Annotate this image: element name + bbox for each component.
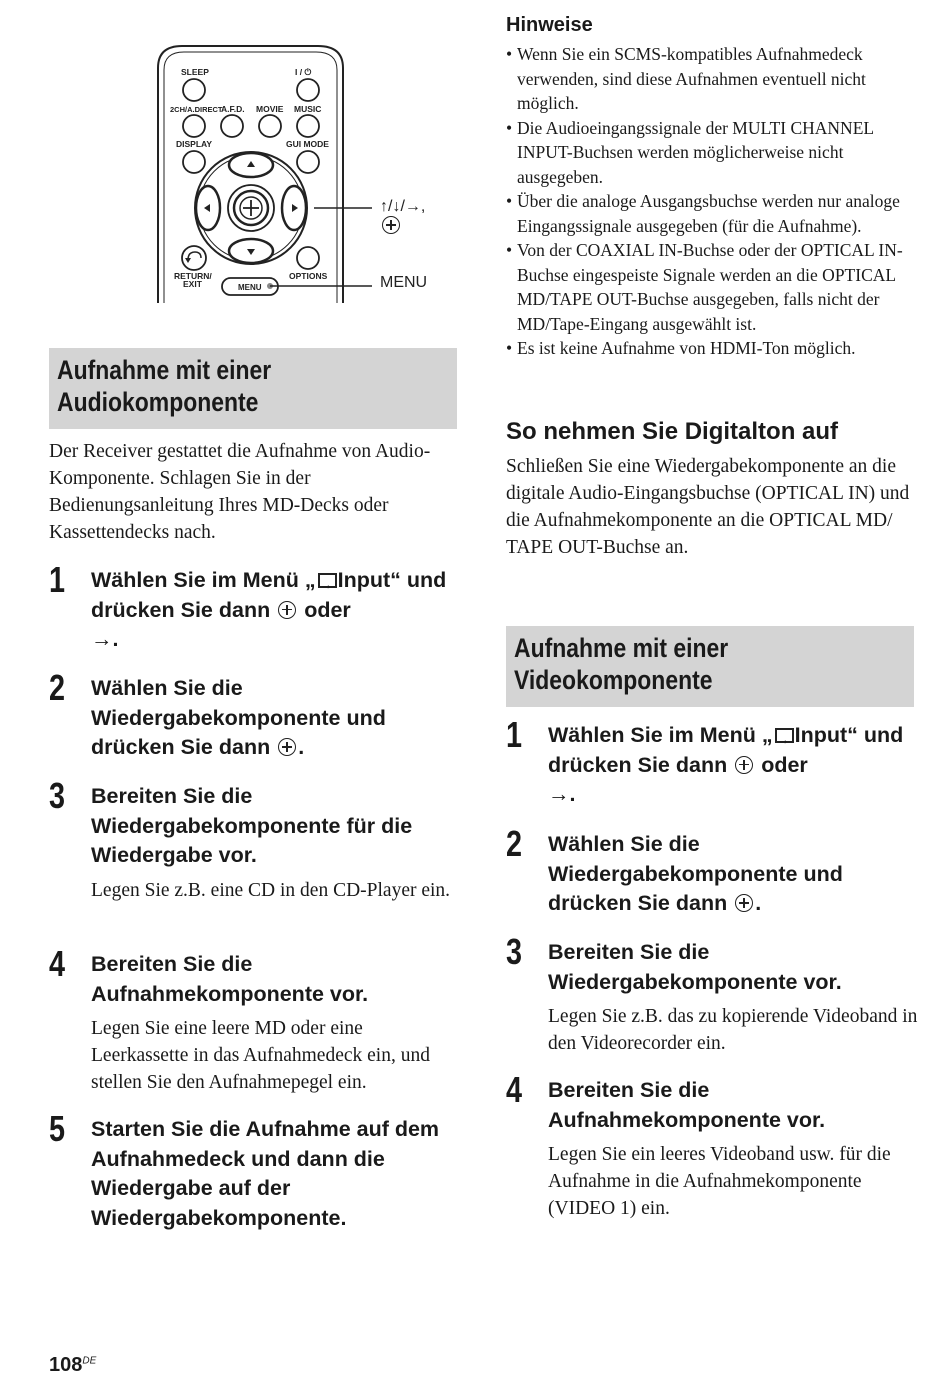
- step-number: 1: [49, 559, 66, 600]
- video-step-2: [506, 823, 920, 919]
- page-language-suffix: DE: [82, 1355, 97, 1367]
- step-number: 1: [506, 714, 523, 755]
- enter-icon: [735, 894, 753, 912]
- step-title: Bereiten Sie die Aufnahmekomponente vor.: [548, 1078, 826, 1132]
- input-icon: [318, 573, 337, 588]
- gui-mode-button[interactable]: [297, 151, 319, 173]
- step-number: 4: [506, 1069, 523, 1110]
- power-button[interactable]: [297, 79, 319, 101]
- note-item: • Wenn Sie ein SCMS-kompatibles Aufnahmedeck verwenden, sind diese Aufnahmen eventuell nicht möglich.: [506, 42, 920, 116]
- video-step-4: [506, 1069, 920, 1222]
- display-button[interactable]: [183, 151, 205, 173]
- movie-label: MOVIE: [256, 104, 284, 114]
- video-step-3: [506, 931, 920, 1057]
- step-description: Legen Sie ein leeres Videoband usw. für die Aufnahme in die Aufnahmekomponente (VIDEO 1) ein.: [548, 1144, 891, 1219]
- return-exit-label-2: EXIT: [183, 279, 202, 289]
- afd-button[interactable]: [221, 115, 243, 137]
- digital-recording-text: Schließen Sie eine Wiedergabekomponente an die digitale Audio-Eingangsbuchse (OPTICAL IN) und die Aufnahmekomponente an die OPTICAL MD/ TAPE OUT-Buchse an.: [506, 456, 910, 558]
- audio-intro: Der Receiver gestattet die Aufnahme von Audio-Komponente. Schlagen Sie in der Bedienungsanleitung Ihres MD-Decks oder Kassettendecks nach.: [49, 441, 431, 543]
- display-label: DISPLAY: [176, 139, 213, 149]
- step-number: 2: [49, 667, 66, 708]
- audio-step-2: [49, 667, 459, 763]
- power-label: I / ⏻: [295, 67, 312, 77]
- audio-step-4: [49, 943, 459, 1096]
- step-title: Wählen Sie die Wiedergabekomponente und drücken Sie dann .: [91, 676, 386, 759]
- enter-icon: [278, 601, 296, 619]
- step-title: Bereiten Sie die Wiedergabekomponente vor.: [548, 940, 842, 994]
- step-title: Wählen Sie im Menü „→ Input“ und drücken Sie dann oder →.: [91, 566, 459, 655]
- step-title: Wählen Sie im Menü „→ Input“ und drücken Sie dann oder →.: [548, 721, 920, 810]
- sleep-button[interactable]: [183, 79, 205, 101]
- section-header-audio: [49, 348, 457, 429]
- music-button[interactable]: [297, 115, 319, 137]
- video-step-1: [506, 714, 920, 810]
- ch-direct-label: 2CH/A.DIRECT: [170, 105, 223, 114]
- options-button[interactable]: [297, 247, 319, 269]
- note-item: • Von der COAXIAL IN-Buchse oder der OPTICAL IN-Buchse eingespeiste Signale werden an die OPTICAL MD/TAPE OUT-Buchse ausgegeben, falls nicht der MD/Tape-Eingang ausgewählt ist.: [506, 238, 920, 336]
- music-label: MUSIC: [294, 104, 322, 114]
- step-description: Legen Sie z.B. eine CD in den CD-Player ein.: [91, 879, 451, 901]
- step-number: 3: [506, 931, 523, 972]
- digital-recording-heading: So nehmen Sie Digitalton auf: [506, 418, 839, 445]
- gui-mode-label: GUI MODE: [286, 139, 329, 149]
- sleep-label: SLEEP: [181, 67, 209, 77]
- afd-label: A.F.D.: [221, 104, 245, 114]
- section-title-video: Aufnahme mit einer Videokomponente: [514, 633, 729, 695]
- menu-callout-label: MENU: [380, 274, 428, 291]
- step-title: Starten Sie die Aufnahme auf dem Aufnahmedeck und dann die Wiedergabe auf der Wiedergabekomponente.: [91, 1117, 440, 1230]
- enter-icon: [382, 216, 400, 234]
- input-icon: [775, 728, 794, 743]
- note-item: • Die Audioeingangssignale der MULTI CHANNEL INPUT-Buchsen werden möglicherweise nicht ausgegeben.: [506, 116, 920, 190]
- remote-control-illustration: [150, 40, 450, 305]
- step-description: Legen Sie z.B. das zu kopierende Videoband in den Videorecorder ein.: [548, 1006, 918, 1054]
- note-item: • Es ist keine Aufnahme von HDMI-Ton möglich.: [506, 336, 920, 361]
- step-number: 3: [49, 775, 66, 816]
- enter-icon: [735, 756, 753, 774]
- step-number: 5: [49, 1108, 66, 1149]
- step-description: Legen Sie eine leere MD oder eine Leerkassette in das Aufnahmedeck ein, und stellen Sie den Aufnahmepegel ein.: [91, 1018, 430, 1093]
- audio-step-3: [49, 775, 459, 904]
- movie-button[interactable]: [259, 115, 281, 137]
- page-number: 108DE: [49, 1354, 97, 1376]
- section-title-audio: Aufnahme mit einer Audiokomponente: [57, 355, 272, 417]
- ch-direct-button[interactable]: [183, 115, 205, 137]
- section-header-video: [506, 626, 914, 707]
- arrows-callout-label: ↑/↓/→,: [380, 198, 425, 237]
- options-label: OPTIONS: [289, 271, 328, 281]
- step-title: Bereiten Sie die Aufnahmekomponente vor.: [91, 952, 369, 1006]
- enter-icon: [278, 738, 296, 756]
- step-title: Bereiten Sie die Wiedergabekomponente für die Wiedergabe vor.: [91, 784, 413, 867]
- return-exit-label-1: RETURN/: [174, 271, 212, 281]
- step-title: Wählen Sie die Wiedergabekomponente und drücken Sie dann .: [548, 832, 843, 915]
- audio-step-5: [49, 1108, 459, 1233]
- notes-heading: Hinweise: [506, 14, 593, 36]
- audio-step-1: [49, 559, 459, 655]
- note-item: • Über die analoge Ausgangsbuchse werden nur analoge Eingangssignale ausgegeben (für die Aufnahme).: [506, 189, 920, 238]
- step-number: 4: [49, 943, 66, 984]
- menu-button-label: MENU: [238, 283, 262, 292]
- step-number: 2: [506, 823, 523, 864]
- notes-list: [506, 42, 920, 361]
